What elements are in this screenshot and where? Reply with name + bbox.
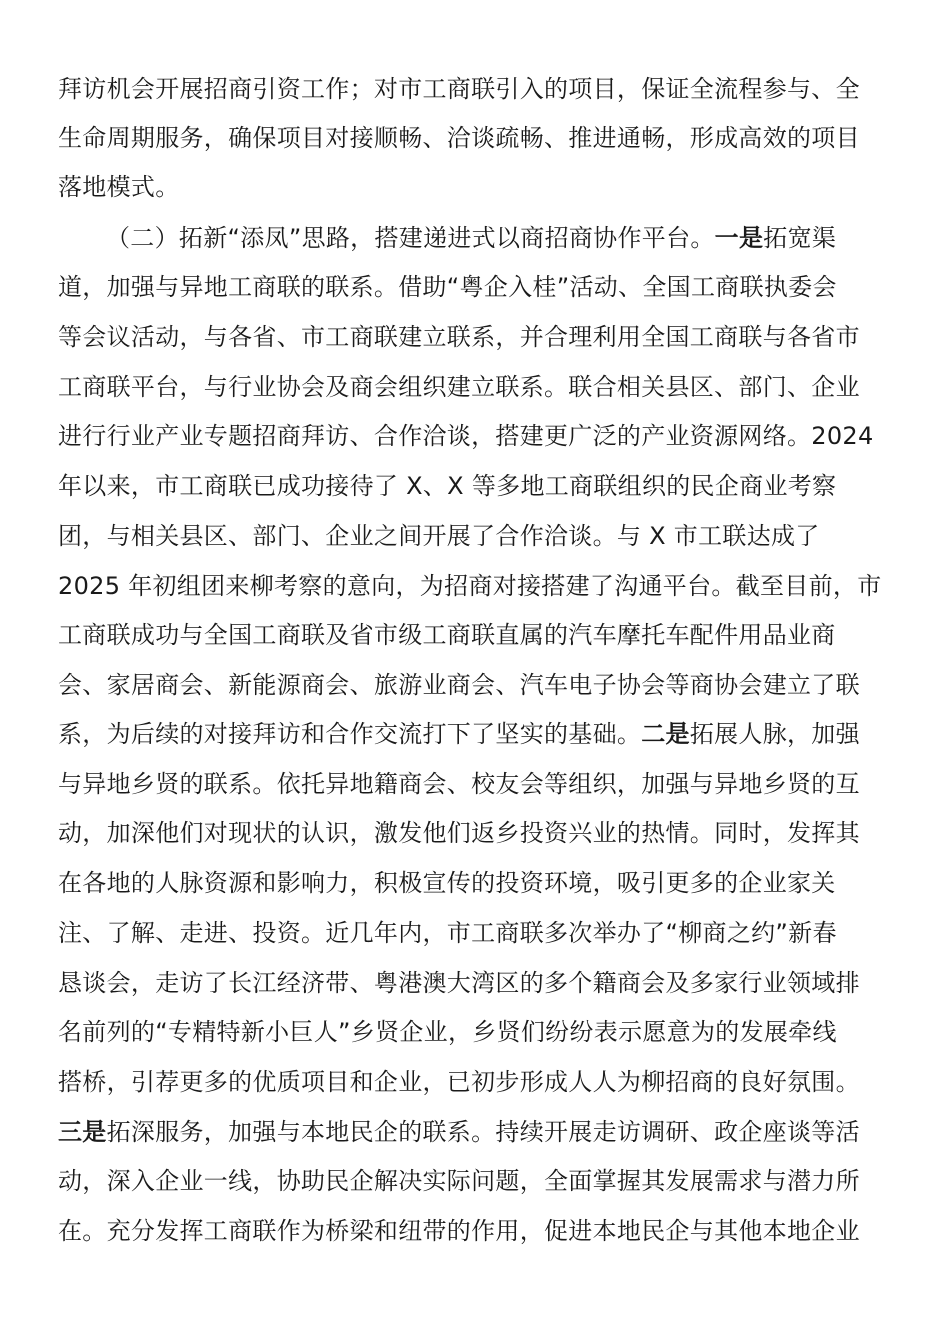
text-span: 工商联平台，与行业协会及商会组织建立联系。联合相关县区、部门、企业	[58, 373, 860, 401]
text-line	[58, 719, 860, 749]
text-span: 道，加强与异地工商联的联系。借助“粤企入桂”活动、全国工商联执委会	[58, 273, 837, 301]
paragraph-heading-line	[106, 223, 836, 253]
text-span: 拓展人脉，加强	[689, 720, 860, 748]
text-span: 团，与相关县区、部门、企业之间开展了合作洽谈。与 X 市工联达成了	[58, 522, 820, 550]
text-line	[58, 471, 836, 501]
text-span: 动，深入企业一线，协助民企解决实际问题，全面掌握其发展需求与潜力所	[58, 1167, 860, 1195]
text-line	[58, 421, 874, 451]
text-span: 在各地的人脉资源和影响力，积极宣传的投资环境，吸引更多的企业家关	[58, 869, 836, 897]
text-line	[58, 521, 820, 551]
text-span: 动，加深他们对现状的认识，激发他们返乡投资兴业的热情。同时，发挥其	[58, 819, 860, 847]
text-span: 工商联成功与全国工商联及省市级工商联直属的汽车摩托车配件用品业商	[58, 621, 836, 649]
text-line	[58, 1117, 860, 1147]
text-span: 2025 年初组团来柳考察的意向，为招商对接搭建了沟通平台。截至目前，市	[58, 572, 882, 600]
text-span: 恳谈会，走访了长江经济带、粤港澳大湾区的多个籍商会及多家行业领域排	[58, 969, 860, 997]
text-span: 系，为后续的对接拜访和合作交流打下了坚实的基础。	[58, 720, 642, 748]
text-span: 进行行业产业专题招商拜访、合作洽谈，搭建更广泛的产业资源网络。2024	[58, 422, 874, 450]
section-heading: （二）拓新“添凤”思路，搭建递进式以商招商协作平台。	[106, 224, 715, 252]
text-span: 生命周期服务，确保项目对接顺畅、洽谈疏畅、推进通畅，形成高效的项目	[58, 124, 860, 152]
text-span: 与异地乡贤的联系。依托异地籍商会、校友会等组织，加强与异地乡贤的互	[58, 770, 860, 798]
text-line	[58, 1067, 860, 1097]
text-span: 年以来，市工商联已成功接待了 X、X 等多地工商联组织的民企商业考察	[58, 472, 837, 500]
text-span: 注、了解、走进、投资。近几年内，市工商联多次举办了“柳商之约”新春	[58, 919, 837, 947]
text-line	[58, 818, 860, 848]
text-span: 会、家居商会、新能源商会、旅游业商会、汽车电子协会等商协会建立了联	[58, 671, 860, 699]
text-span: 搭桥，引荐更多的优质项目和企业，已初步形成人人为柳招商的良好氛围。	[58, 1068, 860, 1096]
text-span: 等会议活动，与各省、市工商联建立联系，并合理利用全国工商联与各省市	[58, 323, 860, 351]
text-line	[58, 1166, 860, 1196]
text-line	[58, 670, 860, 700]
text-line	[58, 1017, 837, 1047]
text-line	[58, 372, 860, 402]
text-line	[58, 272, 837, 302]
text-span: 拜访机会开展招商引资工作；对市工商联引入的项目，保证全流程参与、全	[58, 75, 860, 103]
text-line	[58, 769, 860, 799]
text-line	[58, 620, 836, 650]
text-line	[58, 571, 882, 601]
text-line	[58, 322, 860, 352]
text-line	[58, 868, 836, 898]
text-span: 拓深服务，加强与本地民企的联系。持续开展走访调研、政企座谈等活	[106, 1118, 860, 1146]
text-span: 名前列的“专精特新小巨人”乡贤企业，乡贤们纷纷表示愿意为的发展牵线	[58, 1018, 837, 1046]
text-line	[58, 1216, 860, 1246]
text-line	[58, 123, 860, 153]
text-span: 拓宽渠	[763, 224, 837, 252]
bold-marker: 三是	[58, 1118, 107, 1146]
text-line	[58, 74, 860, 104]
text-line	[58, 968, 860, 998]
text-span: 落地模式。	[58, 173, 180, 201]
bold-marker: 一是	[714, 224, 764, 252]
text-line	[58, 172, 180, 202]
text-line	[58, 918, 837, 948]
text-span: 在。充分发挥工商联作为桥梁和纽带的作用，促进本地民企与其他本地企业	[58, 1217, 860, 1245]
bold-marker: 二是	[641, 720, 690, 748]
